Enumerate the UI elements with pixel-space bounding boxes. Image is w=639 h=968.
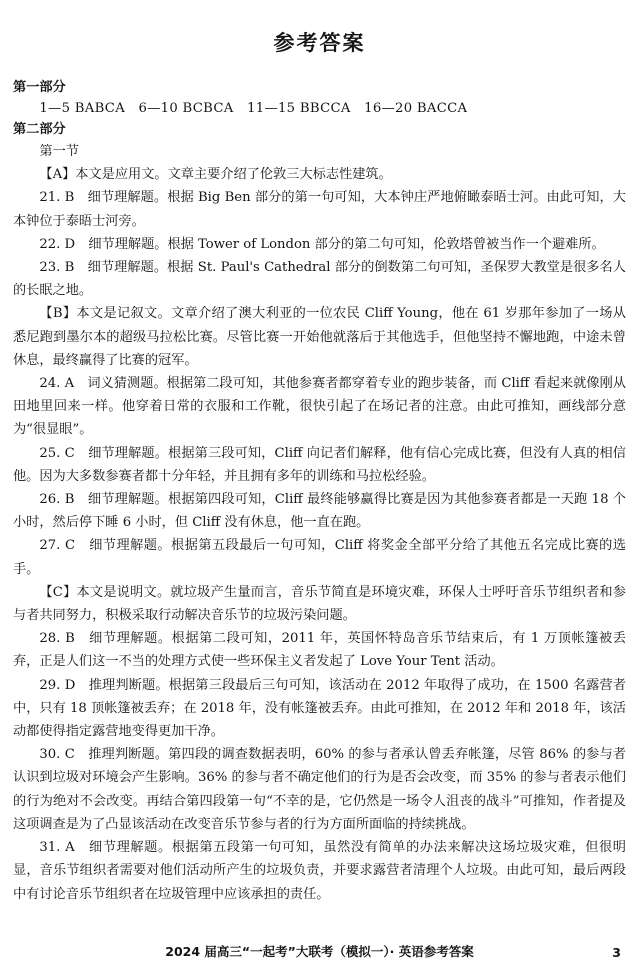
answer-27: 27. C 细节理解题。根据第五段最后一句可知，Cliff 将奖金全部平分给了其他五名完成比赛的选手。	[13, 538, 626, 577]
passage-a-intro: 【A】本文是应用文。文章主要介绍了伦敦三大标志性建筑。	[39, 167, 392, 183]
passage-b-intro: 【B】本文是记叙文。文章介绍了澳大利亚的一位农民 Cliff Young，他在 61 岁那年参加了一场从悉尼跑到墨尔本的超级马拉松比赛。尽管比赛一开始他就落后于其他选手，但他坚持不懈地跑，中途未曾休息，最终赢得了比赛的冠军。	[13, 306, 626, 368]
answer-28: 28. B 细节理解题。根据第二段可知，2011 年，英国怀特岛音乐节结束后，有 1 万顶帐篷被丢弃，正是人们这一不当的处理方式使一些环保主义者发起了 Love Your Tent 活动。	[13, 631, 626, 670]
answer-22: 22. D 细节理解题。根据 Tower of London 部分的第二句可知，伦敦塔曾被当作一个避难所。	[39, 236, 605, 252]
answer-30: 30. C 推理判断题。第四段的调查数据表明，60% 的参与者承认曾丢弃帐篷，尽管 86% 的参与者认识到垃圾对环境会产生影响。36% 的参与者不确定他们的行为是否会改变，而 35% 的参与者表示他们的行为绝对不会改变。再结合第四段第一句“不幸的是，它仍然是一场令人沮丧的战斗”可推知，作者提及这项调查是为了凸显该活动在改变音乐节参与者的行为方面所面临的持续挑战。	[13, 747, 626, 832]
answer-23: 23. B 细节理解题。根据 St. Paul's Cathedral 部分的倒数第二句可知，圣保罗大教堂是很多名人的长眠之地。	[13, 260, 626, 299]
answer-26: 26. B 细节理解题。根据第四段可知，Cliff 最终能够赢得比赛是因为其他参赛者都是一天跑 18 个小时，然后停下睡 6 小时，但 Cliff 没有休息，他一直在跑。	[13, 492, 626, 531]
footer-title: 2024 届高三“一起考”大联考（模拟一）· 英语参考答案	[165, 944, 474, 959]
answer-24: 24. A 词义猜测题。根据第二段可知，其他参赛者都穿着专业的跑步装备，而 Cliff 看起来就像刚从田地里回来一样。他穿着日常的衣服和工作靴，很快引起了在场记者的注意。由此可推知，画线部分意为“很显眼”。	[13, 376, 626, 438]
passage-c-intro: 【C】本文是说明文。就垃圾产生量而言，音乐节简直是环境灾难，环保人士呼吁音乐节组织者和参与者共同努力，积极采取行动解决音乐节的垃圾污染问题。	[13, 584, 626, 624]
section-heading: 第一节	[39, 144, 79, 159]
part1-heading: 第一部分	[13, 80, 66, 95]
page-title: 参考答案	[273, 31, 366, 55]
page-number: 3	[612, 945, 621, 960]
answer-25: 25. C 细节理解题。根据第三段可知，Cliff 向记者们解释，他有信心完成比赛，但没有人真的相信他。因为大多数参赛者都十分年轻，并且拥有多年的训练和马拉松经验。	[13, 445, 626, 484]
answer-21: 21. B 细节理解题。根据 Big Ben 部分的第一句可知，大本钟庄严地俯瞰泰晤士河。由此可知，大本钟位于泰晤士河旁。	[13, 190, 626, 229]
part1-answers: 1—5 BABCA 6—10 BCBCA 11—15 BBCCA 16—20 BACCA	[39, 101, 468, 116]
answer-29: 29. D 推理判断题。根据第三段最后三句可知，该活动在 2012 年取得了成功，在 1500 名露营者中，只有 18 顶帐篷被丢弃；在 2018 年，没有帐篷被丢弃。由此可推知，在 2012 年和 2018 年，该活动都使得指定露营地变得更加干净。	[13, 677, 626, 740]
part2-heading: 第二部分	[13, 122, 66, 137]
answer-31: 31. A 细节理解题。根据第五段第一句可知，虽然没有简单的办法来解决这场垃圾灾难，但很明显，音乐节组织者需要对他们活动所产生的垃圾负责，并要求露营者清理个人垃圾。由此可知，最后两段中有讨论音乐节组织者在垃圾管理中应该承担的责任。	[13, 840, 626, 902]
